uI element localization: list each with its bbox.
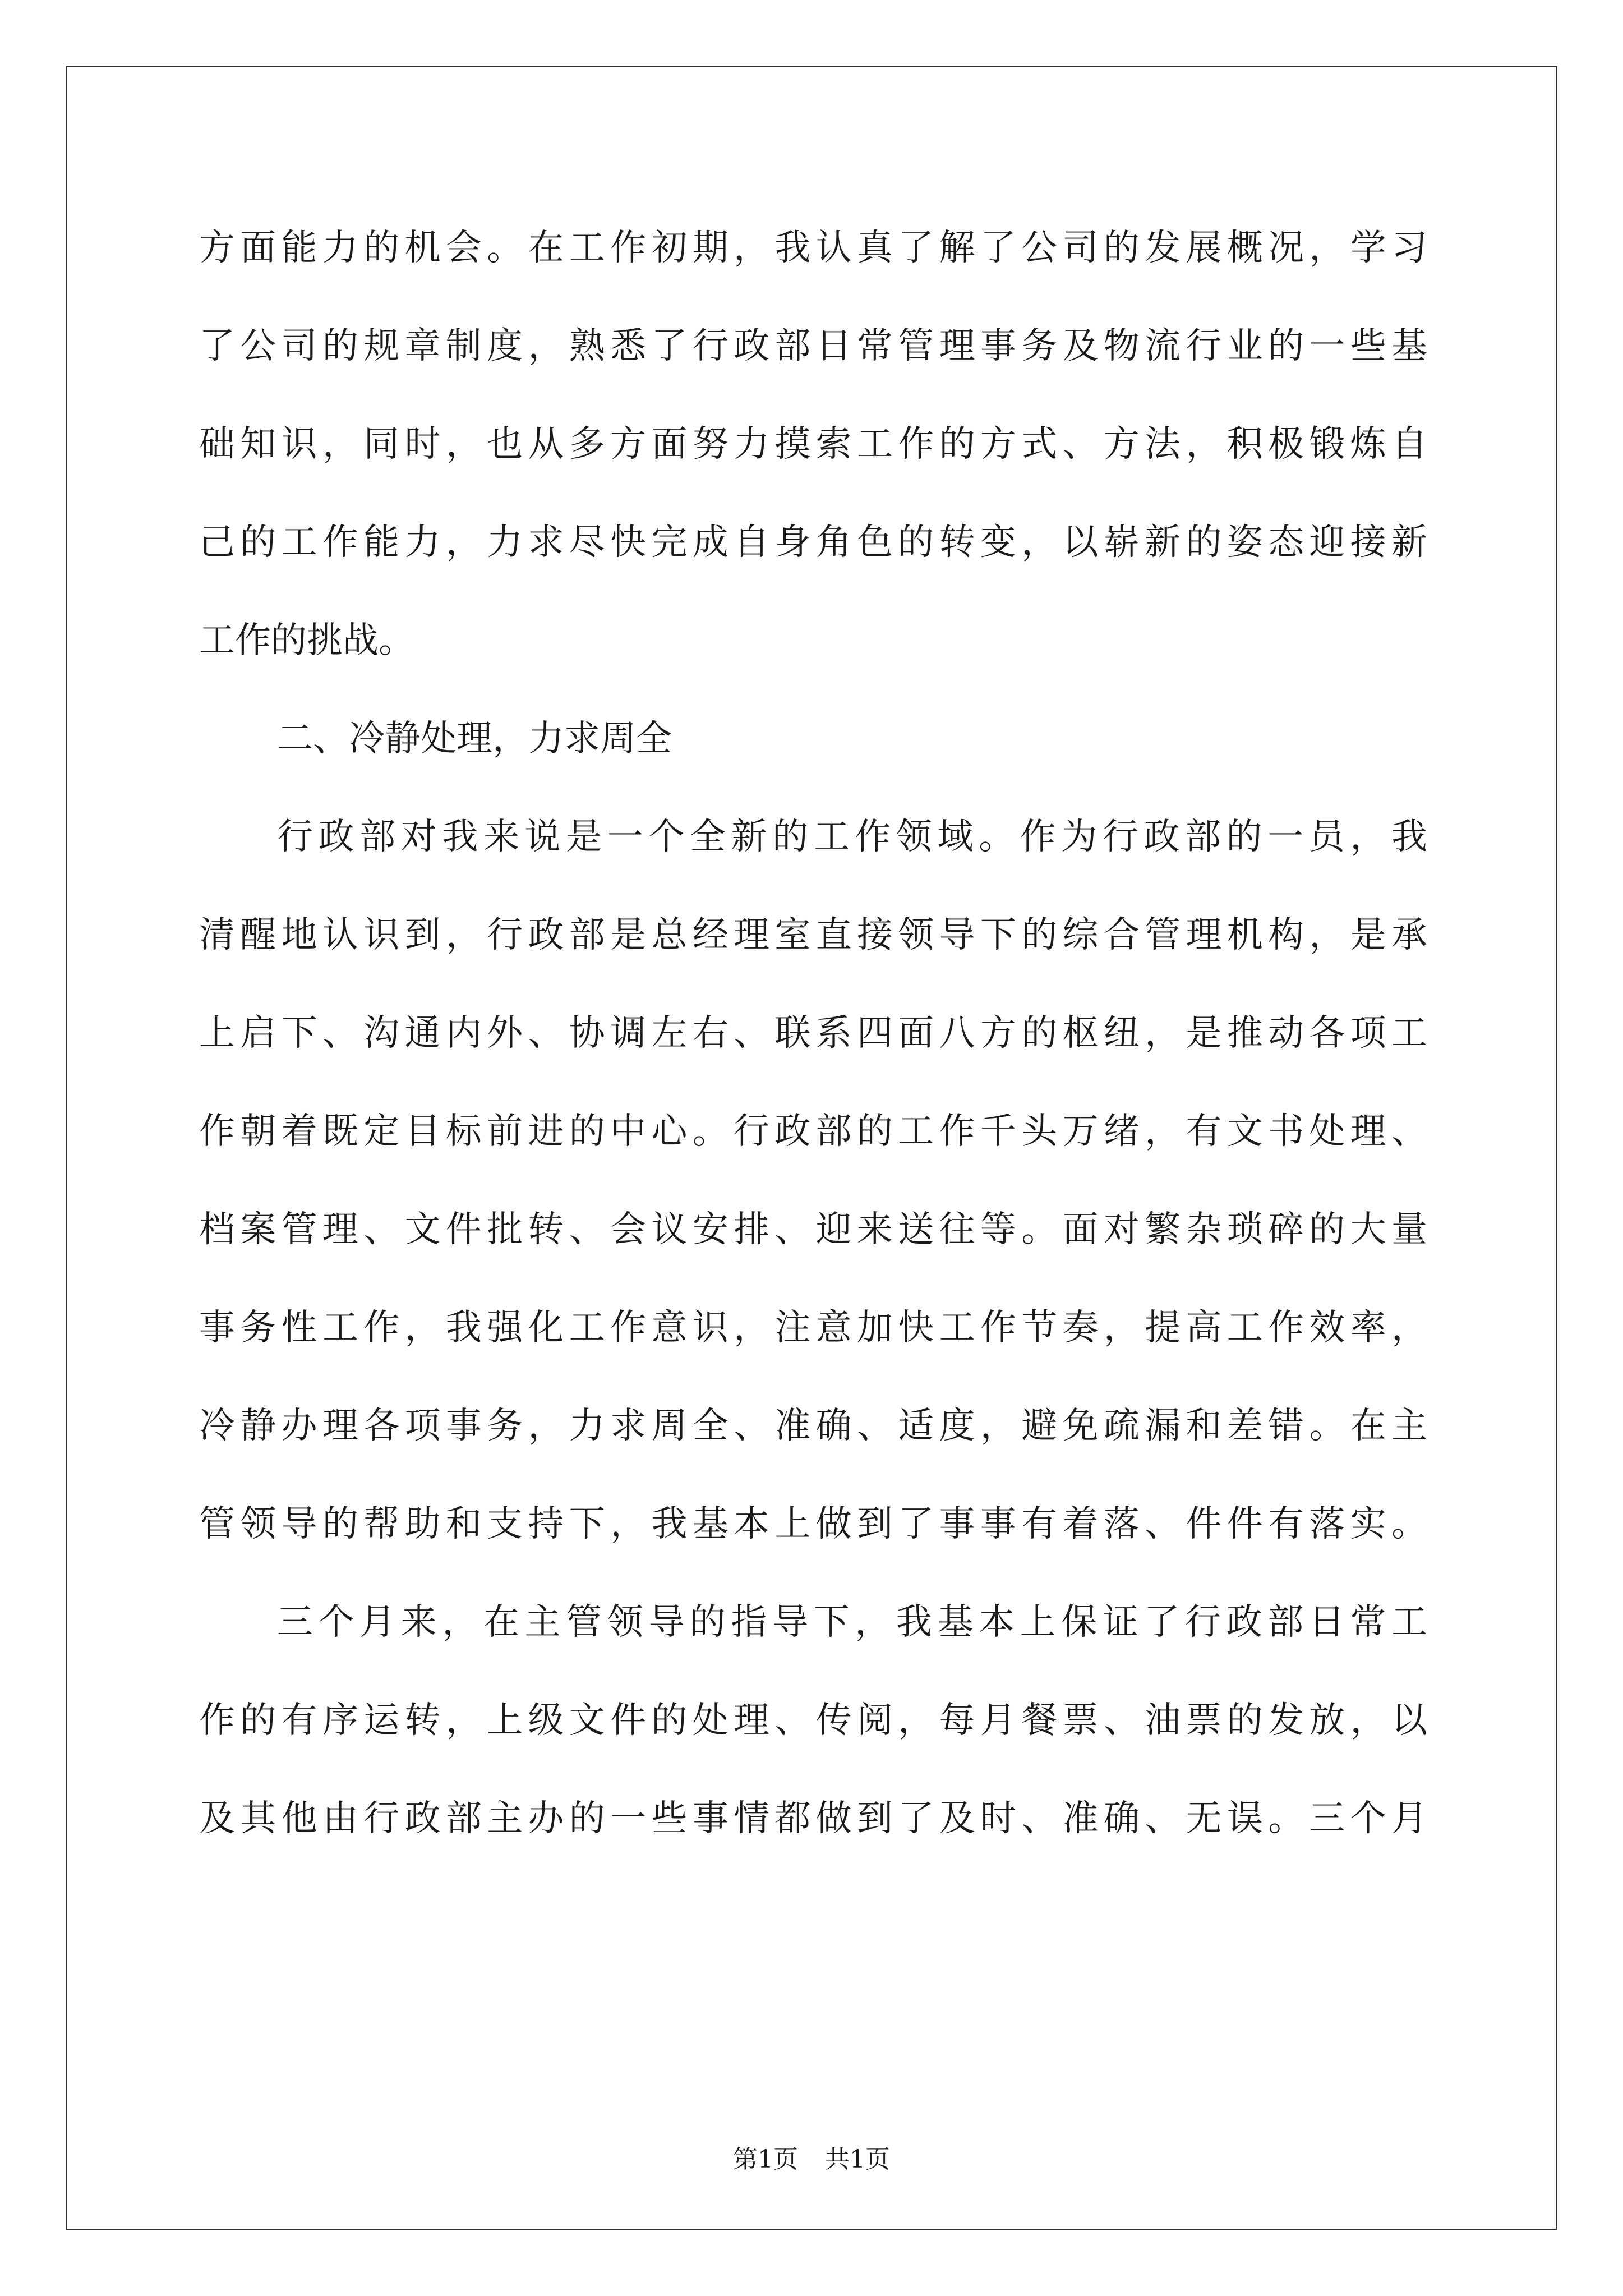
- text-line: 作的有序运转，上级文件的处理、传阅，每月餐票、油票的发放，以: [199, 1700, 1427, 1741]
- page-number: 第1页: [733, 2145, 798, 2174]
- text-line: 事务性工作，我强化工作意识，注意加快工作节奏，提高工作效率，: [199, 1307, 1427, 1349]
- text-line: 作朝着既定目标前进的中心。行政部的工作千头万绪，有文书处理、: [199, 1111, 1427, 1152]
- page-total: 共1页: [825, 2145, 890, 2174]
- text-line: 档案管理、文件批转、会议安排、迎来送往等。面对繁杂琐碎的大量: [199, 1209, 1427, 1250]
- text-line: 上启下、沟通内外、协调左右、联系四面八方的枢纽，是推动各项工: [199, 1013, 1427, 1054]
- document-body: [199, 199, 1427, 1868]
- text-line: 础知识，同时，也从多方面努力摸索工作的方式、方法，积极锻炼自: [199, 424, 1427, 465]
- text-line: 行政部对我来说是一个全新的工作领域。作为行政部的一员，我: [277, 816, 1427, 858]
- text-line: 工作的挑战。: [199, 620, 414, 661]
- text-line: 方面能力的机会。在工作初期，我认真了解了公司的发展概况，学习: [199, 227, 1427, 269]
- text-line: 己的工作能力，力求尽快完成自身角色的转变，以崭新的姿态迎接新: [199, 522, 1427, 563]
- text-line: 管领导的帮助和支持下，我基本上做到了事事有着落、件件有落实。: [199, 1503, 1427, 1545]
- page-footer: [0, 2143, 1623, 2177]
- text-line: 三个月来，在主管领导的指导下，我基本上保证了行政部日常工: [277, 1602, 1427, 1643]
- text-line: 了公司的规章制度，熟悉了行政部日常管理事务及物流行业的一些基: [199, 325, 1427, 367]
- section-heading: 二、冷静处理，力求周全: [277, 718, 672, 760]
- text-line: 及其他由行政部主办的一些事情都做到了及时、准确、无误。三个月: [199, 1798, 1427, 1839]
- text-line: 清醒地认识到，行政部是总经理室直接领导下的综合管理机构，是承: [199, 914, 1427, 956]
- text-line: 冷静办理各项事务，力求周全、准确、适度，避免疏漏和差错。在主: [199, 1405, 1427, 1447]
